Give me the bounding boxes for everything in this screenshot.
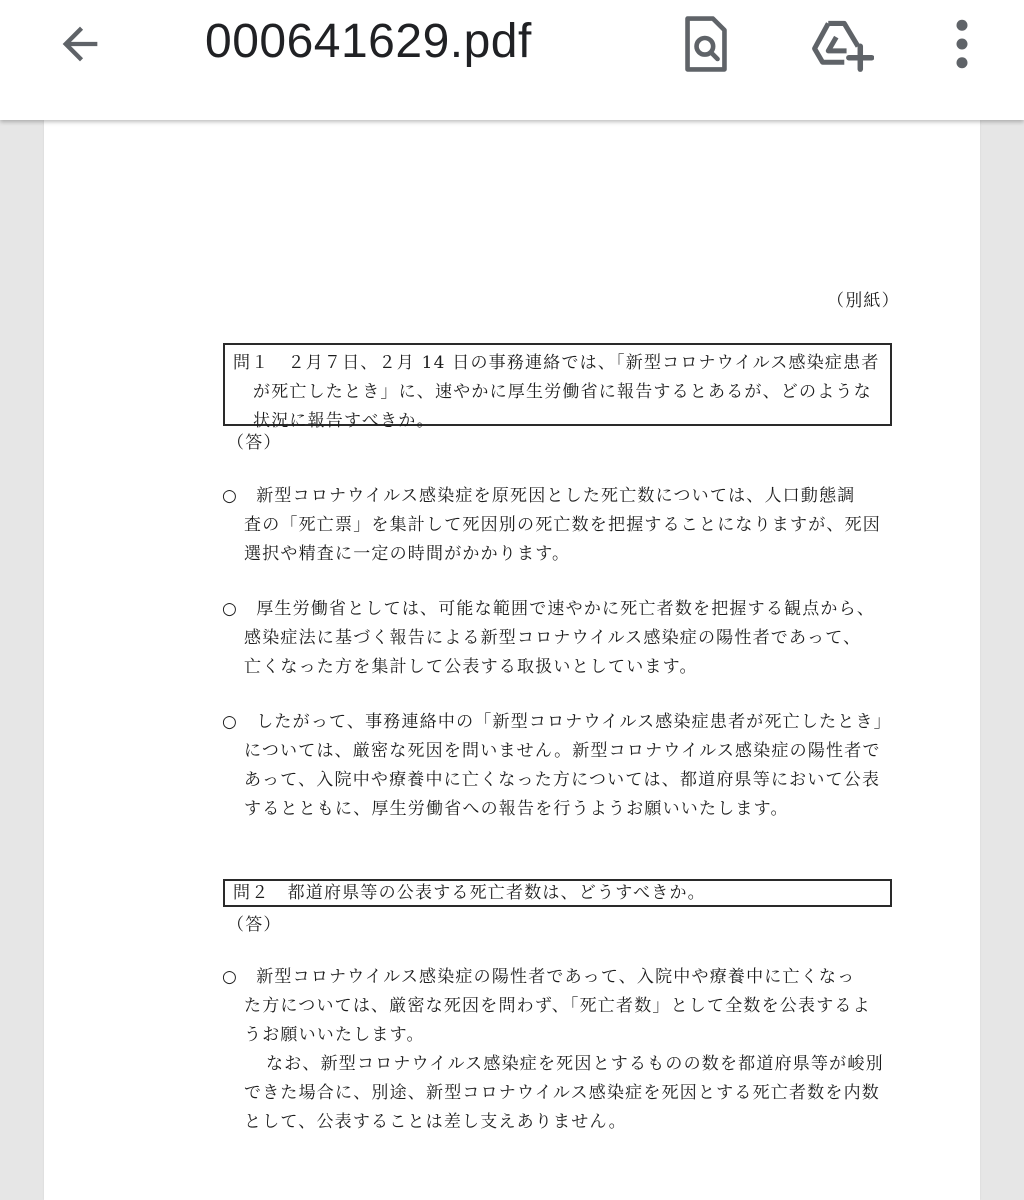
paragraph-line: あって、入院中や療養中に亡くなった方については、都道府県等において公表 bbox=[244, 770, 881, 790]
question-1-line: が死亡したとき」に、速やかに厚生労働省に報告するとあるが、どのような bbox=[253, 382, 872, 402]
answer-paragraph bbox=[222, 708, 902, 824]
paragraph-line: ○ 厚生労働省としては、可能な範囲で速やかに死亡者数を把握する観点から、 bbox=[222, 599, 876, 619]
answer-label: （答） bbox=[227, 915, 282, 935]
paragraph-line: うお願いいたします。 bbox=[244, 1025, 425, 1045]
paragraph-line: として、公表することは差し支えありません。 bbox=[244, 1112, 627, 1132]
paragraph-line: するとともに、厚生労働省への報告を行うようお願いいたします。 bbox=[244, 799, 789, 819]
paragraph-line: た方については、厳密な死因を問わず、「死亡者数」として全数を公表するよ bbox=[244, 996, 871, 1016]
find-in-page-button[interactable] bbox=[674, 12, 738, 76]
more-vert-icon bbox=[932, 14, 992, 74]
paragraph-line: なお、新型コロナウイルス感染症を死因とするものの数を都道府県等が峻別 bbox=[266, 1054, 884, 1074]
paragraph-line: については、厳密な死因を問いません。新型コロナウイルス感染症の陽性者で bbox=[244, 741, 881, 761]
answer-paragraph bbox=[222, 595, 902, 682]
pdf-viewer[interactable] bbox=[0, 120, 1024, 1200]
paragraph-line: 査の「死亡票」を集計して死因別の死亡数を把握することになりますが、死因 bbox=[244, 515, 881, 535]
answer-paragraph bbox=[222, 963, 902, 1137]
answer-paragraph bbox=[222, 482, 902, 569]
paragraph-line: ○ 新型コロナウイルス感染症を原死因とした死亡数については、人口動態調 bbox=[222, 486, 856, 506]
question-2-box bbox=[223, 879, 892, 907]
more-options-button[interactable] bbox=[930, 12, 994, 76]
answer-label: （答） bbox=[227, 433, 282, 453]
question-1-box bbox=[223, 343, 892, 431]
paragraph-line: 亡くなった方を集計して公表する取扱いとしています。 bbox=[244, 657, 698, 677]
question-1-line: 状況に報告すべきか。 bbox=[253, 411, 435, 431]
paragraph-line: ○ 新型コロナウイルス感染症の陽性者であって、入院中や療養中に亡くなっ bbox=[222, 967, 856, 987]
add-to-drive-button[interactable] bbox=[810, 12, 874, 76]
paragraph-line: 感染症法に基づく報告による新型コロナウイルス感染症の陽性者であって、 bbox=[244, 628, 862, 648]
arrow-back-icon bbox=[54, 18, 106, 70]
question-2-line: 問２ 都道府県等の公表する死亡者数は、どうすべきか。 bbox=[233, 883, 706, 903]
app-bar bbox=[0, 0, 1024, 120]
paragraph-line: できた場合に、別途、新型コロナウイルス感染症を死因とする死亡者数を内数 bbox=[244, 1083, 880, 1103]
back-button[interactable] bbox=[48, 12, 112, 76]
add-to-drive-icon bbox=[810, 16, 874, 72]
document-title: 000641629.pdf bbox=[205, 15, 532, 68]
appendix-label: （別紙） bbox=[827, 291, 900, 311]
paragraph-line: 選択や精査に一定の時間がかかります。 bbox=[244, 544, 571, 564]
pdf-page[interactable] bbox=[44, 120, 980, 1200]
paragraph-line: ○ したがって、事務連絡中の「新型コロナウイルス感染症患者が死亡したとき」 bbox=[222, 712, 892, 732]
find-in-page-icon bbox=[678, 14, 734, 74]
question-1-line: 問１ ２月７日、２月 14 日の事務連絡では、「新型コロナウイルス感染症患者 bbox=[233, 353, 880, 373]
